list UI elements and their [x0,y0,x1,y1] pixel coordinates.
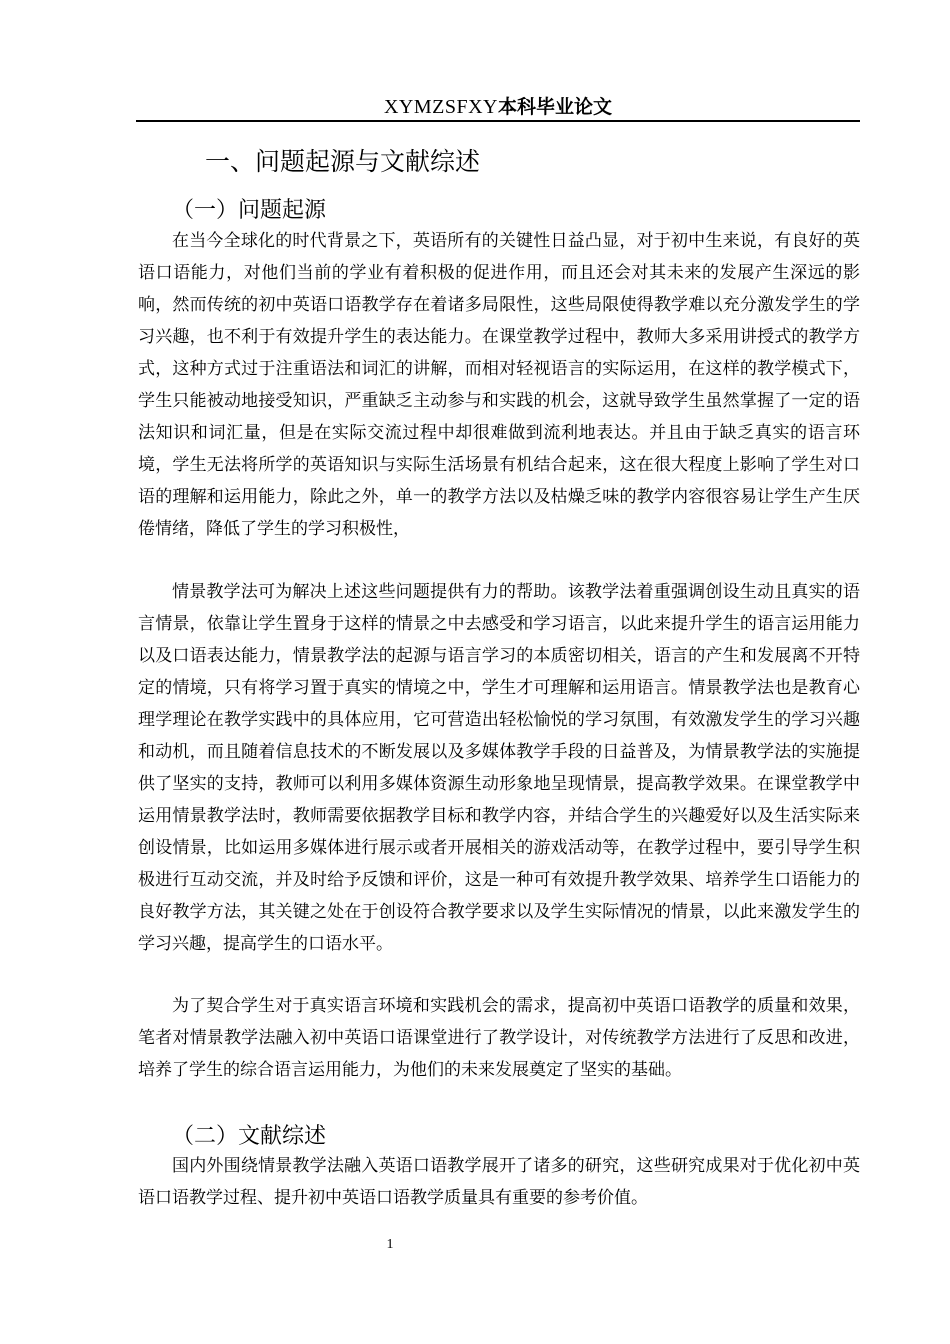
paragraph: 国内外围绕情景教学法融入英语口语教学展开了诸多的研究，这些研究成果对于优化初中英语口语教学过程、提升初中英语口语教学质量具有重要的参考价值。 [138,1156,860,1208]
section-title: 一、问题起源与文献综述 [205,147,481,176]
subsection-title-literature: （二）文献综述 [172,1124,327,1149]
subsection-title-origin: （一）问题起源 [172,198,327,223]
paragraph: 为了契合学生对于真实语言环境和实践机会的需求，提高初中英语口语教学的质量和效果，笔者对情景教学法融入初中英语口语课堂进行了教学设计，对传统教学方法进行了反思和改进，培养了学生的综合语言运用能力，为他们的未来发展奠定了坚实的基础。 [138,996,860,1080]
header-code: XYMZSFXY [383,96,498,118]
page-header [136,92,860,122]
page-number: 1 [386,1237,394,1252]
header-title: 本科毕业论文 [498,96,613,118]
paragraph: 在当今全球化的时代背景之下，英语所有的关键性日益凸显，对于初中生来说，有良好的英语口语能力，对他们当前的学业有着积极的促进作用，而且还会对其未来的发展产生深远的影响，然而传统的初中英语口语教学存在着诸多局限性，这些局限使得教学难以充分激发学生的学习兴趣，也不利于有效提升学生的表达能力。在课堂教学过程中，教师大多采用讲授式的教学方式，这种方式过于注重语法和词汇的讲解，而相对轻视语言的实际运用，在这样的教学模式下，学生只能被动地接受知识，严重缺乏主动参与和实践的机会，这就导致学生虽然掌握了一定的语法知识和词汇量，但是在实际交流过程中却很难做到流利地表达。并且由于缺乏真实的语言环境，学生无法将所学的英语知识与实际生活场景有机结合起来，这在很大程度上影响了学生对口语的理解和运用能力，除此之外，单一的教学方法以及枯燥乏味的教学内容很容易让学生产生厌倦情绪，降低了学生的学习积极性， [138,231,860,539]
paragraph: 情景教学法可为解决上述这些问题提供有力的帮助。该教学法着重强调创设生动且真实的语言情景，依靠让学生置身于这样的情景之中去感受和学习语言，以此来提升学生的语言运用能力以及口语表达能力，情景教学法的起源与语言学习的本质密切相关，语言的产生和发展离不开特定的情境，只有将学习置于真实的情境之中，学生才可理解和运用语言。情景教学法也是教育心理学理论在教学实践中的具体应用，它可营造出轻松愉悦的学习氛围，有效激发学生的学习兴趣和动机，而且随着信息技术的不断发展以及多媒体教学手段的日益普及，为情景教学法的实施提供了坚实的支持，教师可以利用多媒体资源生动形象地呈现情景，提高教学效果。在课堂教学中运用情景教学法时，教师需要依据教学目标和教学内容，并结合学生的兴趣爱好以及生活实际来创设情景，比如运用多媒体进行展示或者开展相关的游戏活动等，在教学过程中，要引导学生积极进行互动交流，并及时给予反馈和评价，这是一种可有效提升教学效果、培养学生口语能力的良好教学方法，其关键之处在于创设符合教学要求以及学生实际情况的情景，以此来激发学生的学习兴趣，提高学生的口语水平。 [138,582,860,954]
